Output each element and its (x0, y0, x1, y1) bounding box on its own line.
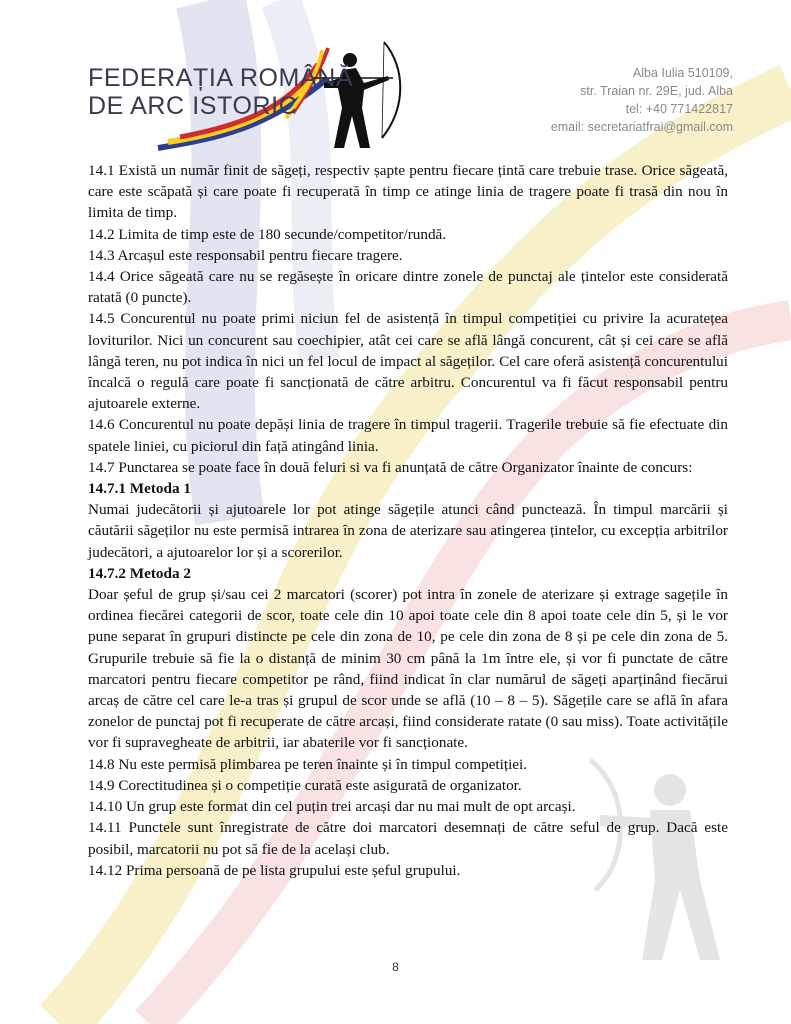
letterhead (0, 0, 791, 160)
org-name-line-1: FEDERAȚIA ROMÂNĂ (88, 64, 354, 92)
paragraph: 14.1 Există un număr finit de săgeți, respectiv șapte pentru fiecare țintă care trebuie trase. Orice săgeată, care este scăpată și care poate fi recuperată în timp ce atinge linia de tragere poate fi trasă din nou în limita de timp. (88, 162, 728, 222)
section-heading: 14.7.2 Metoda 2 (88, 564, 191, 582)
paragraph: 14.6 Concurentul nu poate depăși linia de tragere în timpul tragerii. Tragerile trebuie să fie efectuate din spatele liniei, cu piciorul din față atingând linia. (88, 416, 728, 455)
section-heading: 14.7.1 Metoda 1 (88, 480, 191, 498)
paragraph: 14.10 Un grup este format din cel puțin trei arcași dar nu mai mult de opt arcași. (88, 798, 576, 816)
contact-phone: tel: +40 771422817 (625, 102, 733, 116)
contact-city: Alba Iulia 510109, (632, 66, 733, 80)
paragraph: 14.5 Concurentul nu poate primi niciun fel de asistență în timpul competiției cu privire la acuratețea loviturilor. Nici un concurent sau coechipier, atât cei care se află lângă concurent, cât și cei care se află lângă teren, nu pot indica în nici un fel locul de impact al săgeților. Cel care oferă asistență concurentului încalcă o regulă care poate fi sancționată de către arbitru. Concurentul va fi făcut responsabil pentru ajutoarele externe. (88, 310, 728, 413)
paragraph: 14.9 Corectitudinea și o competiție curată este asigurată de organizator. (88, 776, 522, 794)
paragraph: 14.4 Orice săgeată care nu se regăsește în oricare dintre zonele de punctaj ale țintelor este considerată ratată (0 puncte). (88, 268, 728, 307)
contact-block (551, 64, 733, 136)
paragraph: 14.7 Punctarea se poate face în două feluri si va fi anunțată de către Organizator înainte de concurs: (88, 458, 693, 476)
contact-email: email: secretariatfrai@gmail.com (550, 120, 733, 134)
paragraph: 14.8 Nu este permisă plimbarea pe teren înainte și în timpul competiției. (88, 755, 528, 773)
paragraph: 14.2 Limita de timp este de 180 secunde/competitor/rundă. (88, 225, 447, 243)
document-body (88, 160, 728, 881)
page-number: 8 (392, 960, 399, 974)
paragraph: 14.11 Punctele sunt înregistrate de către doi marcatori desemnați de către seful de grup. Dacă este posibil, marcatorii nu pot să fie de la același club. (88, 819, 728, 858)
paragraph: Numai judecătorii și ajutoarele lor pot atinge săgețile atunci când punctează. În timpul marcării și căutării săgeților nu este permisă intrarea în zona de aterizare sau atingerea țintelor, cu excepția arbitrilor judecători, a ajutoarelor lor și a scorerilor. (88, 501, 728, 561)
paragraph: Doar șeful de grup și/sau cei 2 marcatori (scorer) pot intra în zonele de aterizare și extrage sagețile în ordinea fiecărei categorii de scor, toate cele din 10 apoi toate cele din 8 apoi toate cele din 5, și le vor pune separat în grupuri distincte pe cele din zona de 10, pe cele din zona de 8 și pe cele din zona de 5. Grupurile trebuie să fie la o distanță de minim 30 cm până la 1m între ele, și vor fi punctate de către marcatori pentru fiecare competitor pe rând, fiind indicat în clar numărul de săgeți aparținând fiecărui arcaș de către cel care le-a tras și grupul de scor unde se află (10 – 8 – 5). Săgețile care se află în afara zonelor de punctaj pot fi recuperate de către arcași, fiind considerate ratate (0 sau miss). Toate activitățile vor fi supravegheate de arbitrii, iar abaterile vor fi sancționate. (88, 586, 728, 752)
org-name-line-2: DE ARC ISTORIC (88, 92, 298, 120)
contact-street: str. Traian nr. 29E, jud. Alba (580, 84, 733, 98)
paragraph: 14.12 Prima persoană de pe lista grupului este șeful grupului. (88, 861, 461, 879)
paragraph: 14.3 Arcașul este responsabil pentru fiecare tragere. (88, 246, 403, 264)
